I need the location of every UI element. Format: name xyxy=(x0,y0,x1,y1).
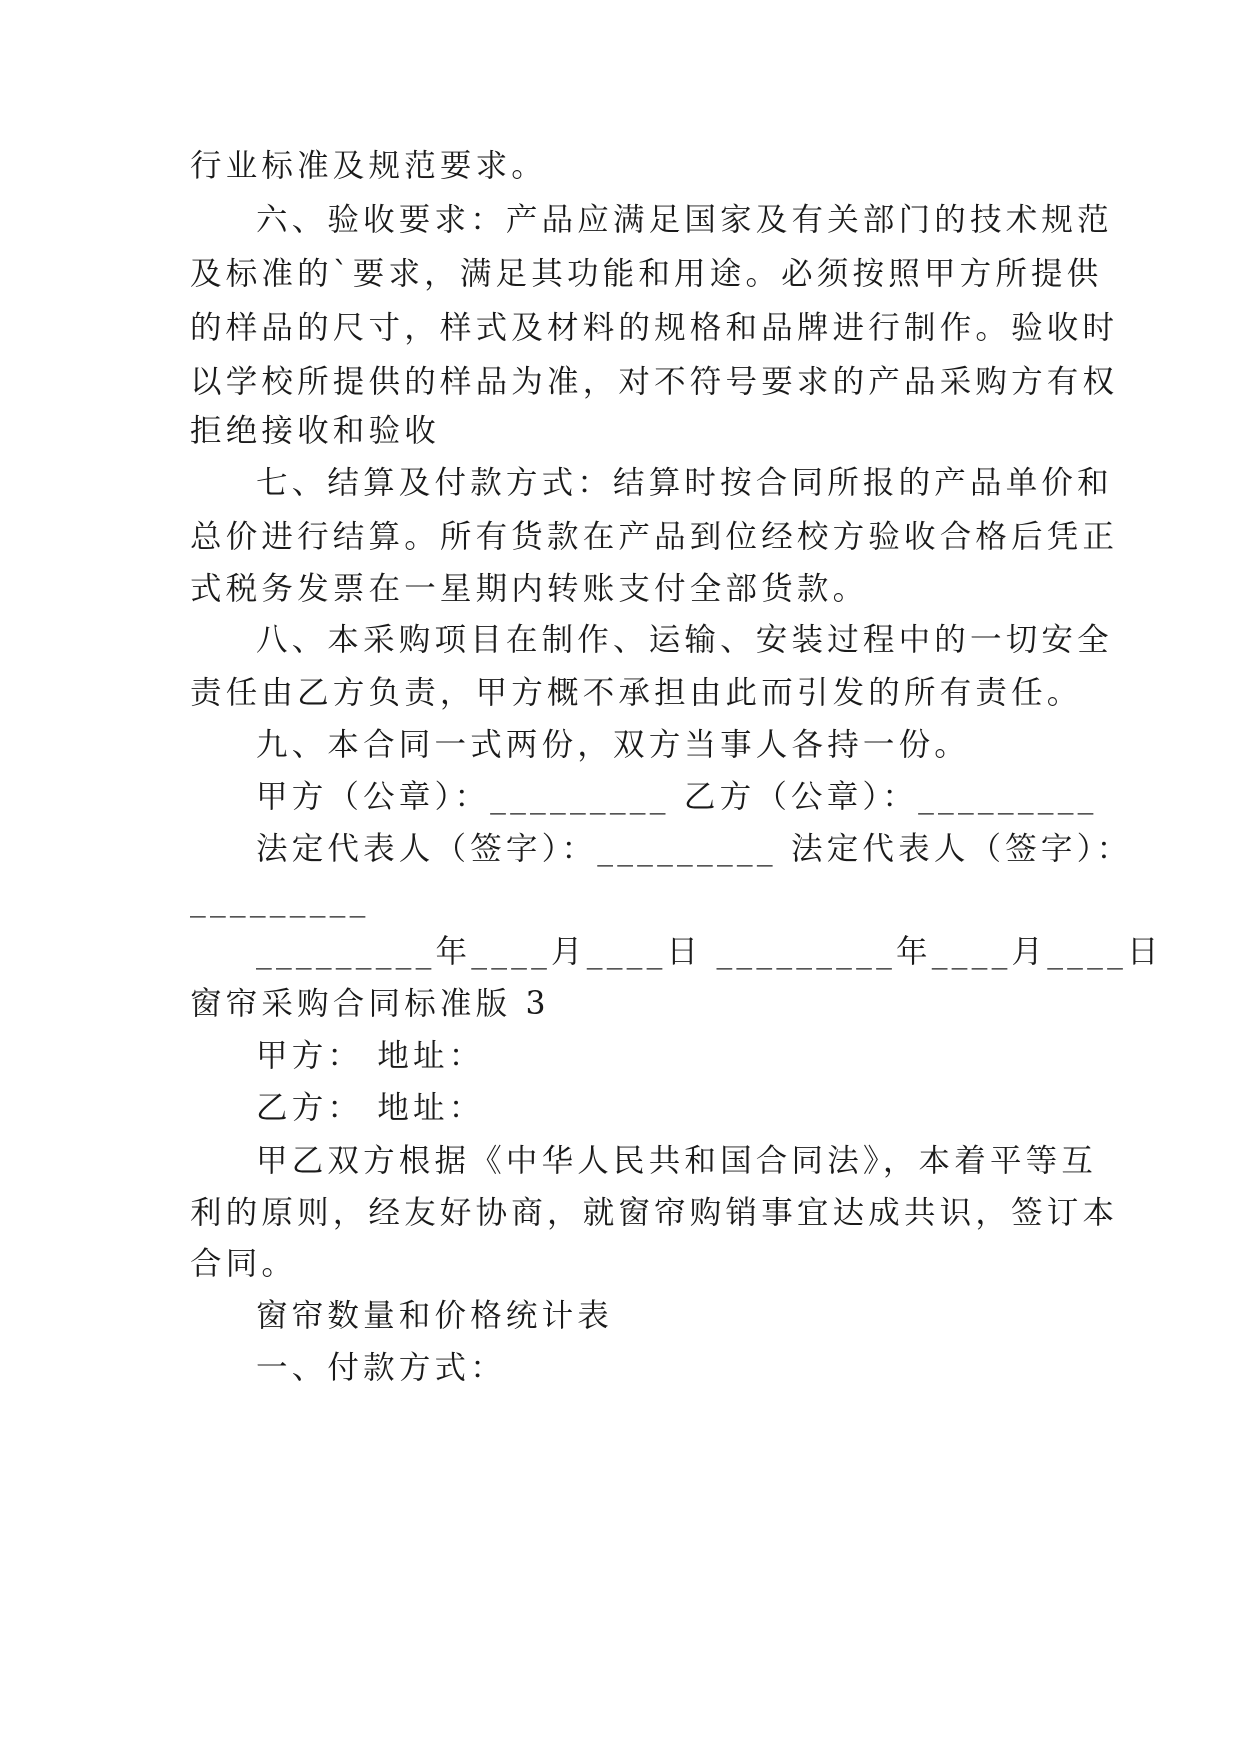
clause-9-line: 九、本合同一式两份，双方当事人各持一份。 xyxy=(256,727,971,763)
party-b-address-line: 乙方： 地址： xyxy=(256,1090,485,1126)
seal-signature-line: 甲方（公章）：_________ 乙方（公章）：_________ xyxy=(256,779,1098,815)
body-text-line: 拒绝接收和验收 xyxy=(190,413,440,449)
body-text-line: 合同。 xyxy=(190,1246,298,1282)
body-text-line: 利的原则，经友好协商，就窗帘购销事宜达成共识，签订本 xyxy=(190,1195,1119,1231)
clause-6-heading-line: 六、验收要求：产品应满足国家及有关部门的技术规范 xyxy=(256,202,1113,238)
payment-method-heading: 一、付款方式： xyxy=(256,1350,506,1386)
body-text-line: 行业标准及规范要求。 xyxy=(190,148,548,184)
section-title: 窗帘采购合同标准版 3 xyxy=(190,986,550,1022)
body-text-line: 及标准的`要求，满足其功能和用途。必须按照甲方所提供 xyxy=(190,256,1103,292)
body-text-line: 式税务发票在一星期内转账支付全部货款。 xyxy=(190,571,869,607)
body-text-line: 以学校所提供的样品为准，对不符号要求的产品采购方有权 xyxy=(190,364,1119,400)
preamble-line: 甲乙双方根据《中华人民共和国合同法》，本着平等互 xyxy=(256,1143,1098,1179)
clause-7-heading-line: 七、结算及付款方式：结算时按合同所报的产品单价和 xyxy=(256,465,1113,501)
body-text-line: 责任由乙方负责，甲方概不承担由此而引发的所有责任。 xyxy=(190,675,1083,711)
signature-blank-line: _________ xyxy=(190,882,370,918)
clause-8-heading-line: 八、本采购项目在制作、运输、安装过程中的一切安全 xyxy=(256,622,1113,658)
body-text-line: 总价进行结算。所有货款在产品到位经校方验收合格后凭正 xyxy=(190,519,1119,555)
date-line: _________年____月____日 _________年____月____日 xyxy=(256,934,1163,970)
party-a-address-line: 甲方： 地址： xyxy=(256,1038,485,1074)
representative-signature-line: 法定代表人（签字）：_________ 法定代表人（签字）： xyxy=(256,831,1133,867)
body-text-line: 的样品的尺寸，样式及材料的规格和品牌进行制作。验收时 xyxy=(190,310,1119,346)
table-caption: 窗帘数量和价格统计表 xyxy=(256,1298,614,1334)
